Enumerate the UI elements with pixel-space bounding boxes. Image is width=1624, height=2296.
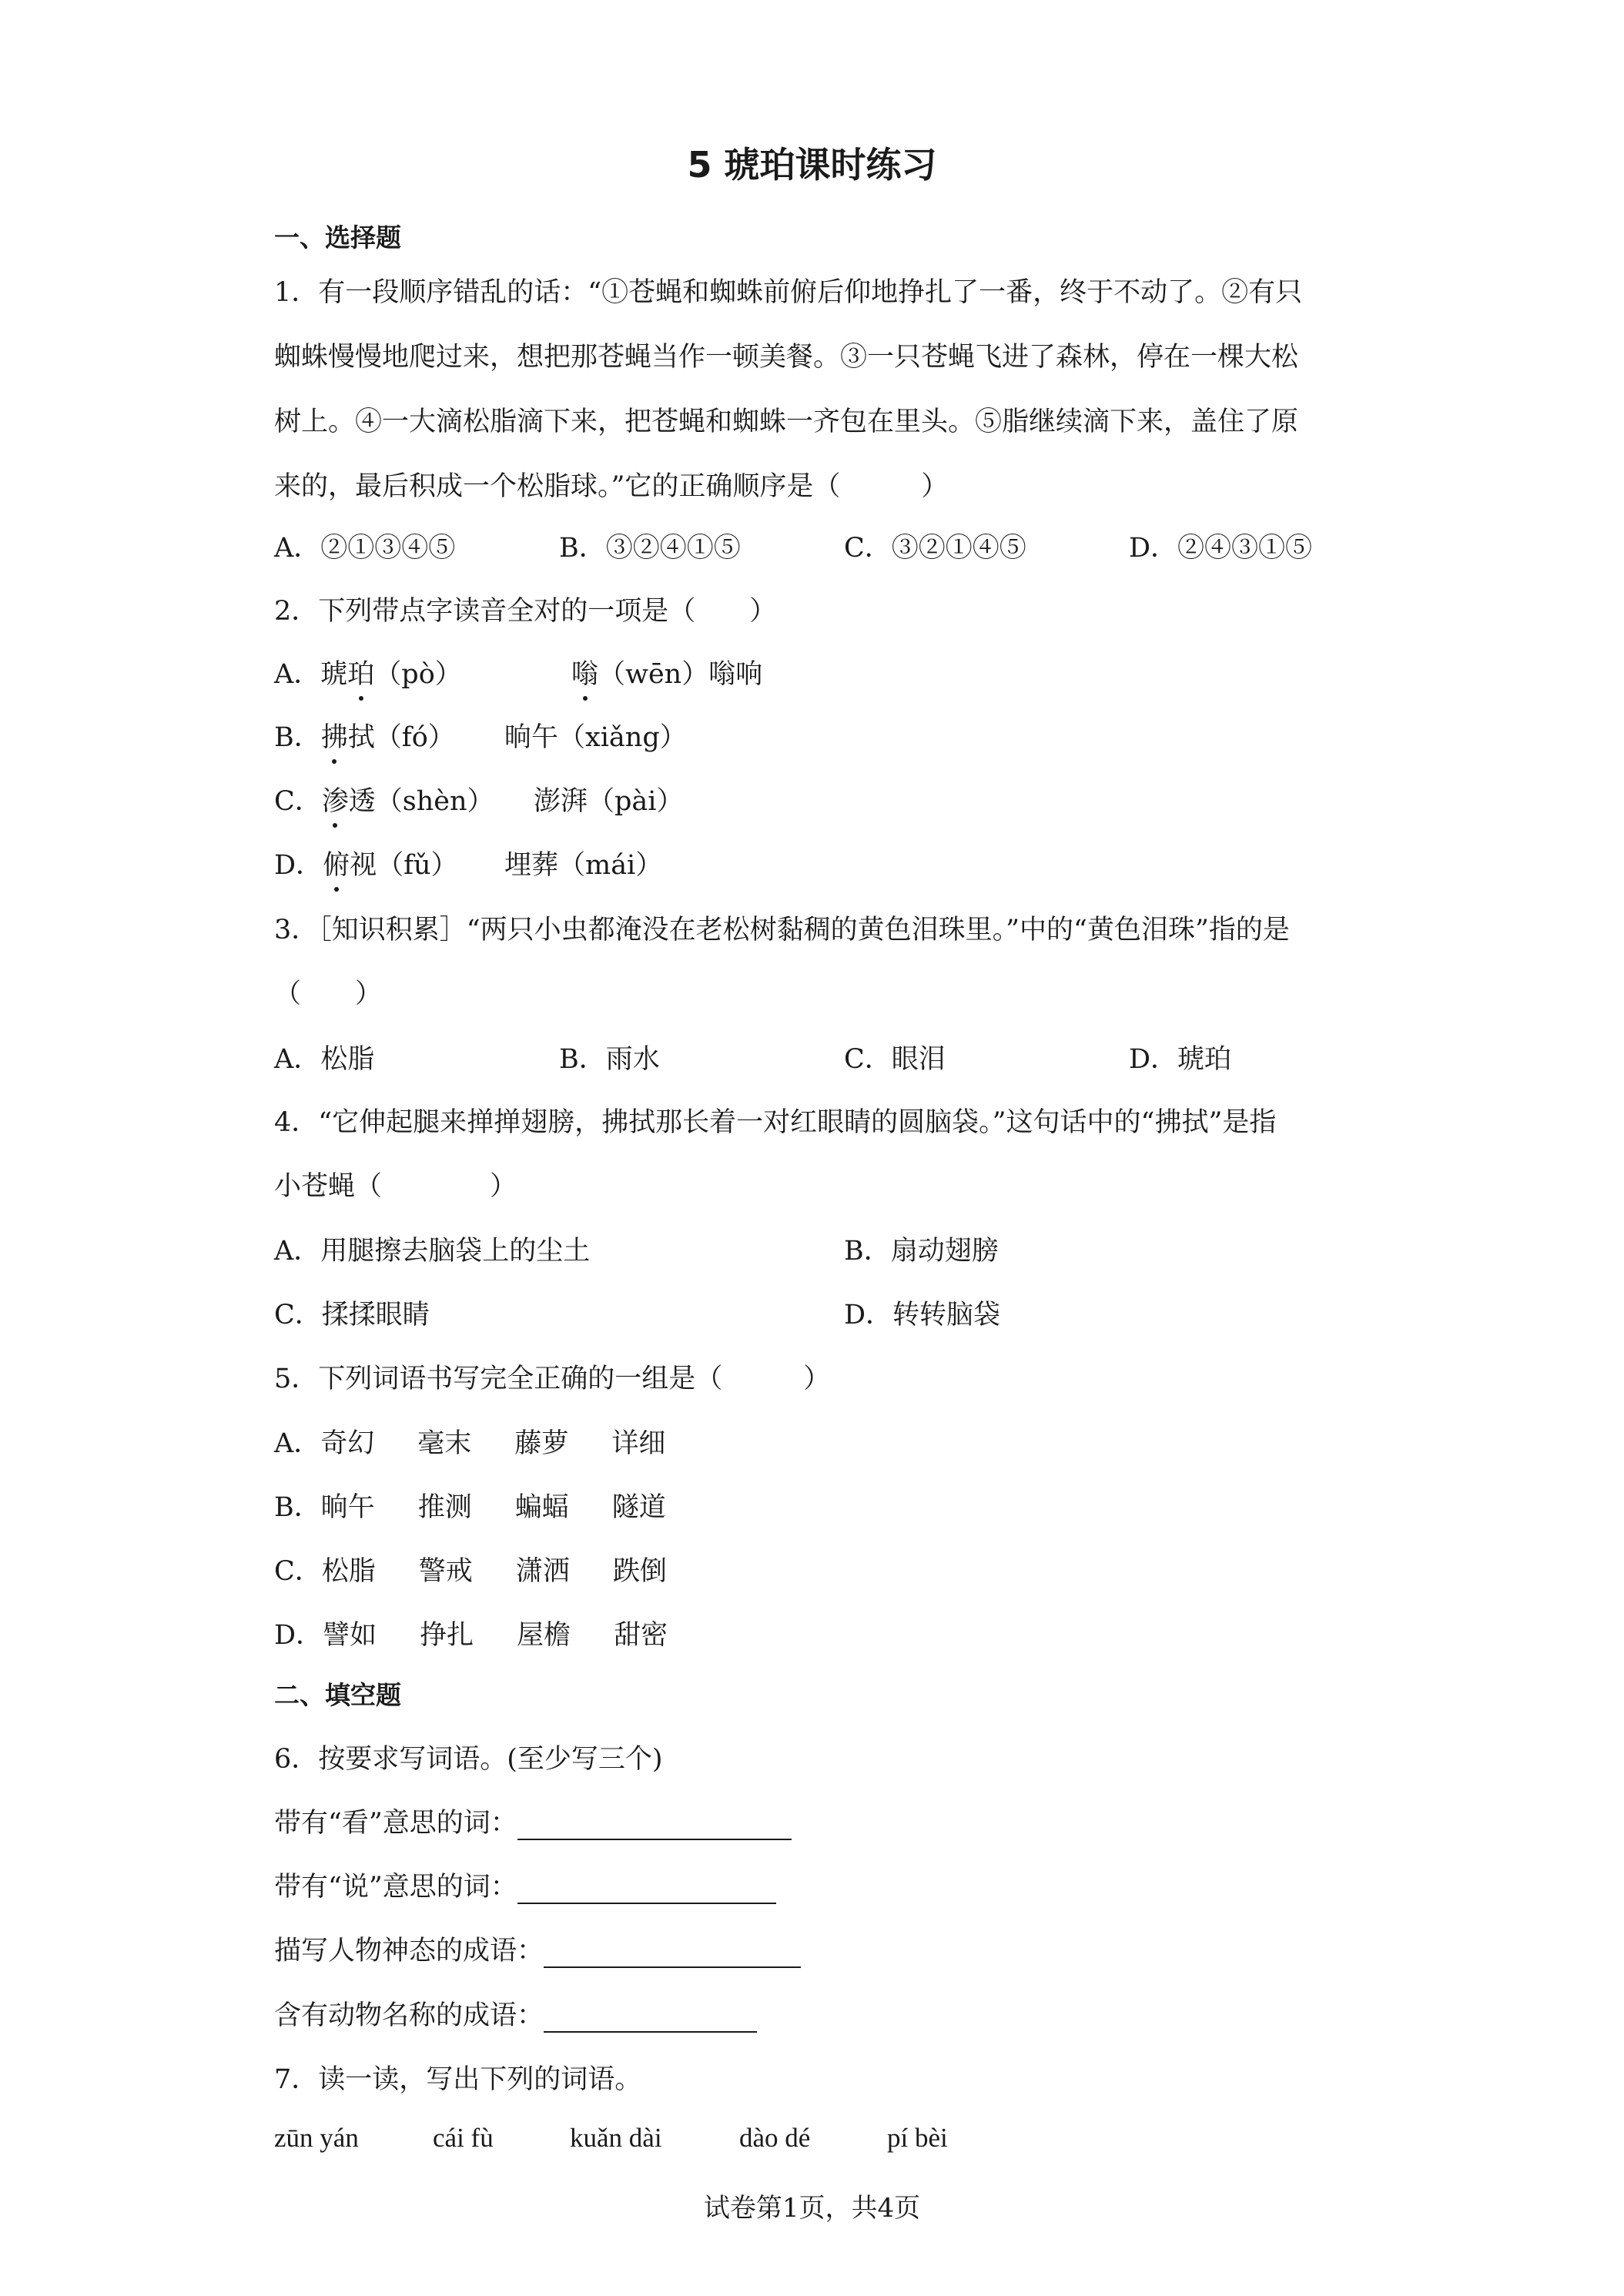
q6-item bbox=[274, 1930, 801, 1968]
word: 跌倒 bbox=[612, 1556, 667, 1587]
q1-option-d[interactable]: D．②④③①⑤ bbox=[1129, 533, 1313, 564]
word: 晌午 bbox=[320, 1492, 375, 1523]
word: 毫末 bbox=[417, 1428, 472, 1459]
dotted-char: 珀 bbox=[347, 653, 374, 691]
q2-b-prefix: B． bbox=[274, 722, 321, 753]
page-title: 5 琥珀课时练习 bbox=[687, 144, 937, 186]
q6-item-label: 带有“看”意思的词： bbox=[274, 1808, 517, 1839]
q2-option-a-word2[interactable] bbox=[571, 653, 762, 691]
q2-option-c[interactable] bbox=[274, 780, 494, 818]
page-footer: 试卷第1页，共4页 bbox=[703, 2193, 921, 2224]
q6-item bbox=[274, 1866, 776, 1904]
word: 详细 bbox=[611, 1428, 666, 1459]
q1-option-c[interactable]: C．③②①④⑤ bbox=[844, 533, 1026, 564]
word: 譬如 bbox=[323, 1620, 377, 1651]
dotted-char: 拂 bbox=[321, 716, 348, 755]
q2-option-c-word2[interactable]: 澎湃（pài） bbox=[534, 786, 684, 817]
q2-option-b[interactable] bbox=[274, 716, 455, 755]
q4-option-d[interactable]: D．转转脑袋 bbox=[844, 1300, 1001, 1330]
q5-a-label: A． bbox=[274, 1428, 321, 1459]
word: 屋檐 bbox=[517, 1620, 571, 1651]
word: 藤萝 bbox=[514, 1428, 569, 1459]
q3-option-c[interactable]: C．眼泪 bbox=[844, 1044, 946, 1075]
q2-d-prefix: D． bbox=[274, 850, 323, 881]
q6-stem: 6．按要求写词语。(至少写三个) bbox=[274, 1744, 663, 1775]
pinyin-item: zūn yán bbox=[274, 2123, 359, 2153]
q6-item bbox=[274, 1802, 792, 1840]
q5-option-a[interactable] bbox=[274, 1422, 708, 1461]
word: 潇洒 bbox=[515, 1556, 570, 1587]
pinyin-item: cái fù bbox=[433, 2123, 494, 2153]
q5-c-label: C． bbox=[274, 1556, 322, 1587]
word: 甜密 bbox=[614, 1620, 668, 1651]
q2-a-prefix: A．琥 bbox=[274, 659, 348, 690]
q2-option-d-word2[interactable]: 埋葬（mái） bbox=[504, 850, 663, 881]
q3-line: （ ） bbox=[274, 979, 383, 1009]
q2-stem: 2．下列带点字读音全对的一项是（ ） bbox=[274, 596, 777, 627]
answer-blank[interactable] bbox=[517, 1875, 776, 1904]
q1-line: 来的，最后积成一个松脂球。”它的正确顺序是（ ） bbox=[274, 471, 949, 502]
q5-option-b[interactable] bbox=[274, 1486, 709, 1525]
q2-a-pinyin2: （wēn）嗡响 bbox=[598, 659, 763, 690]
q4-option-b[interactable]: B．扇动翅膀 bbox=[844, 1236, 999, 1267]
q2-c-rest: 透（shèn） bbox=[348, 786, 494, 817]
q2-option-a[interactable] bbox=[274, 653, 462, 691]
q2-d-rest: 视（fǔ） bbox=[350, 850, 458, 881]
q4-line: 小苍蝇（ ） bbox=[274, 1171, 517, 1202]
q5-d-label: D． bbox=[274, 1620, 323, 1651]
section-heading-fill: 二、填空题 bbox=[274, 1680, 401, 1710]
q5-b-label: B． bbox=[274, 1492, 321, 1523]
q6-item bbox=[274, 1994, 757, 2033]
q2-a-pinyin1: （pò） bbox=[374, 659, 462, 690]
q4-line: 4．“它伸起腿来掸掸翅膀，拂拭那长着一对红眼睛的圆脑袋。”这句话中的“拂拭”是指 bbox=[274, 1107, 1277, 1138]
q6-item-label: 带有“说”意思的词： bbox=[274, 1872, 517, 1903]
word: 推测 bbox=[417, 1492, 472, 1523]
q2-c-prefix: C． bbox=[274, 786, 322, 817]
q4-option-c[interactable]: C．揉揉眼睛 bbox=[274, 1300, 430, 1330]
q1-option-a[interactable]: A．②①③④⑤ bbox=[274, 533, 456, 564]
dotted-char: 渗 bbox=[322, 780, 349, 818]
q1-line: 1．有一段顺序错乱的话：“①苍蝇和蜘蛛前俯后仰地挣扎了一番，终于不动了。②有只 bbox=[274, 277, 1303, 308]
pinyin-item: pí bèi bbox=[887, 2123, 948, 2153]
q5-option-d[interactable] bbox=[274, 1614, 711, 1652]
q7-stem: 7．读一读，写出下列的词语。 bbox=[274, 2064, 642, 2095]
word: 松脂 bbox=[321, 1556, 376, 1587]
word: 奇幻 bbox=[320, 1428, 375, 1459]
answer-blank[interactable] bbox=[544, 1939, 801, 1968]
dotted-char: 俯 bbox=[323, 844, 350, 882]
q2-option-b-word2[interactable]: 晌午（xiǎng） bbox=[504, 722, 687, 753]
q3-option-d[interactable]: D．琥珀 bbox=[1129, 1044, 1232, 1075]
word: 蝙蝠 bbox=[514, 1492, 569, 1523]
q2-b-rest: 拭（fó） bbox=[347, 722, 455, 753]
dotted-char: 嗡 bbox=[571, 653, 598, 691]
q1-line: 树上。④一大滴松脂滴下来，把苍蝇和蜘蛛一齐包在里头。⑤脂继续滴下来，盖住了原 bbox=[274, 407, 1299, 437]
pinyin-item: kuǎn dài bbox=[570, 2123, 662, 2153]
q4-option-a[interactable]: A．用腿擦去脑袋上的尘土 bbox=[274, 1236, 591, 1267]
q3-option-b[interactable]: B．雨水 bbox=[559, 1044, 660, 1075]
answer-blank[interactable] bbox=[544, 2003, 757, 2033]
q2-option-d[interactable] bbox=[274, 844, 458, 882]
word: 隧道 bbox=[611, 1492, 666, 1523]
q6-item-label: 含有动物名称的成语： bbox=[274, 2000, 544, 2031]
pinyin-item: dào dé bbox=[739, 2123, 811, 2153]
q3-line: 3．［知识积累］“两只小虫都淹没在老松树黏稠的黄色泪珠里。”中的“黄色泪珠”指的是 bbox=[274, 915, 1290, 946]
section-heading-choice: 一、选择题 bbox=[274, 223, 401, 253]
q3-option-a[interactable]: A．松脂 bbox=[274, 1044, 375, 1075]
q5-stem: 5．下列词语书写完全正确的一组是（ ） bbox=[274, 1364, 831, 1394]
q1-option-b[interactable]: B．③②④①⑤ bbox=[559, 533, 741, 564]
answer-blank[interactable] bbox=[517, 1811, 792, 1840]
word: 警戒 bbox=[418, 1556, 473, 1587]
q6-item-label: 描写人物神态的成语： bbox=[274, 1936, 544, 1966]
q5-option-c[interactable] bbox=[274, 1550, 710, 1588]
q1-line: 蜘蛛慢慢地爬过来，想把那苍蝇当作一顿美餐。③一只苍蝇飞进了森林，停在一棵大松 bbox=[274, 342, 1299, 373]
word: 挣扎 bbox=[420, 1620, 474, 1651]
